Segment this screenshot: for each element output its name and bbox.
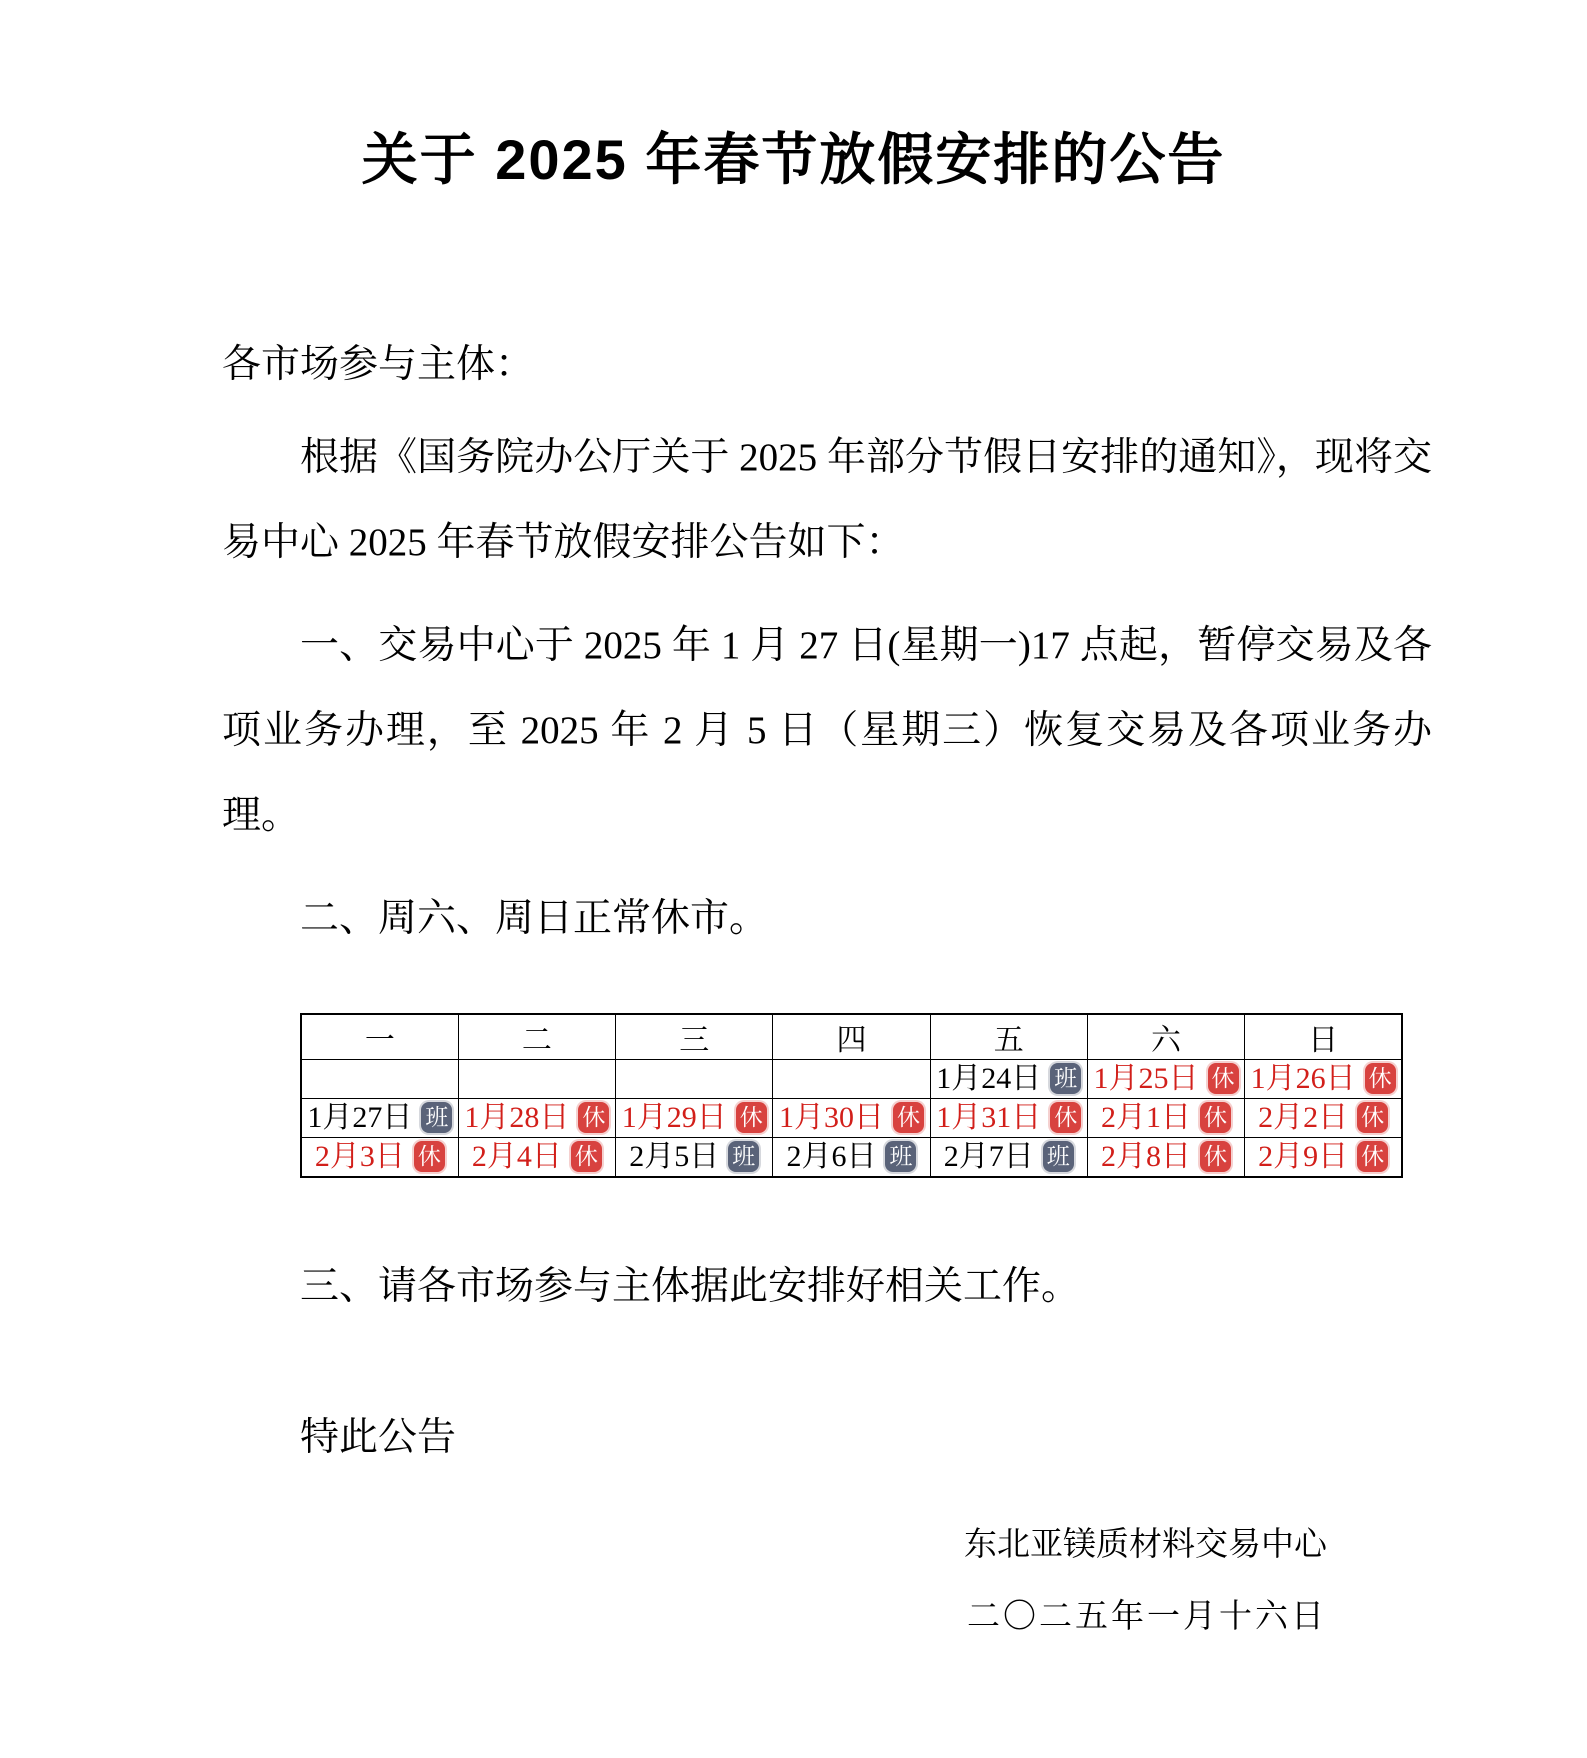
signature-block	[222, 1522, 1432, 1640]
work-badge: 班	[728, 1141, 759, 1172]
calendar-cell-content	[1101, 1141, 1231, 1172]
calendar-cell	[301, 1137, 458, 1177]
calendar-header-row	[301, 1014, 1402, 1060]
calendar-body	[301, 1059, 1402, 1177]
paragraph-intro: 根据《国务院办公厅关于 2025 年部分节假日安排的通知》，现将交易中心 2025 年春节放假安排公告如下：	[222, 435, 1432, 564]
date-label: 2月5日	[629, 1139, 720, 1173]
calendar-cell	[773, 1059, 930, 1098]
paragraph-item-3: 三、请各市场参与主体据此安排好相关工作。	[300, 1264, 1081, 1308]
rest-badge: 休	[1357, 1102, 1388, 1133]
calendar-cell-content	[1251, 1063, 1396, 1094]
work-badge: 班	[421, 1102, 452, 1133]
calendar-cell	[458, 1137, 615, 1177]
closing-statement: 特此公告	[300, 1415, 457, 1459]
calendar-cell	[773, 1098, 930, 1137]
calendar-cell	[1087, 1098, 1244, 1137]
calendar-weekday-header: 六	[1087, 1014, 1244, 1060]
paragraph-item-2: 二、周六、周日正常休市。	[300, 896, 769, 940]
calendar-cell	[930, 1137, 1087, 1177]
holiday-calendar	[300, 1013, 1432, 1178]
rest-badge: 休	[1365, 1063, 1396, 1094]
calendar-row	[301, 1098, 1402, 1137]
paragraph-item-1: 一、交易中心于 2025 年 1 月 27 日(星期一)17 点起，暂停交易及各项业务办理，至 2025 年 2 月 5 日（星期三）恢复交易及各项业务办理。	[222, 623, 1432, 837]
calendar-cell-content	[1258, 1141, 1388, 1172]
calendar-cell-content	[315, 1141, 445, 1172]
work-badge: 班	[885, 1141, 916, 1172]
date-label: 1月27日	[307, 1100, 413, 1134]
calendar-cell	[930, 1059, 1087, 1098]
document-body	[0, 342, 1587, 1640]
calendar-cell-content	[1094, 1063, 1239, 1094]
calendar-cell-content	[779, 1102, 924, 1133]
date-label: 2月6日	[786, 1139, 877, 1173]
calendar-cell-content	[1258, 1102, 1388, 1133]
calendar-cell	[1087, 1137, 1244, 1177]
calendar-cell-content	[307, 1102, 452, 1133]
date-label: 1月31日	[936, 1100, 1042, 1134]
date-label: 1月25日	[1093, 1061, 1199, 1095]
calendar-weekday-header: 三	[616, 1014, 773, 1060]
calendar-cell	[1245, 1137, 1402, 1177]
date-label: 2月7日	[943, 1139, 1034, 1173]
calendar-cell	[458, 1059, 615, 1098]
date-label: 1月28日	[464, 1100, 570, 1134]
calendar-weekday-header: 四	[773, 1014, 930, 1060]
calendar-cell	[301, 1098, 458, 1137]
calendar-row	[301, 1137, 1402, 1177]
calendar-cell	[616, 1137, 773, 1177]
calendar-cell-content	[464, 1102, 609, 1133]
calendar-cell-content	[629, 1141, 759, 1172]
calendar-row	[301, 1059, 1402, 1098]
salutation: 各市场参与主体：	[222, 343, 535, 386]
calendar-cell	[616, 1059, 773, 1098]
calendar-cell	[1087, 1059, 1244, 1098]
calendar-cell-content	[786, 1141, 916, 1172]
rest-badge: 休	[1208, 1063, 1239, 1094]
signature-date: 二〇二五年一月十六日	[967, 1598, 1327, 1635]
rest-badge: 休	[414, 1141, 445, 1172]
date-label: 2月1日	[1101, 1100, 1192, 1134]
date-label: 1月24日	[936, 1061, 1042, 1095]
date-label: 1月29日	[621, 1100, 727, 1134]
rest-badge: 休	[736, 1102, 767, 1133]
rest-badge: 休	[1200, 1141, 1231, 1172]
rest-badge: 休	[893, 1102, 924, 1133]
calendar-cell	[930, 1098, 1087, 1137]
work-badge: 班	[1050, 1063, 1081, 1094]
calendar-cell-content	[1101, 1102, 1231, 1133]
date-label: 2月4日	[471, 1139, 562, 1173]
signature-organization: 东北亚镁质材料交易中心	[964, 1526, 1327, 1563]
document-title: 关于 2025 年春节放假安排的公告	[361, 128, 1226, 191]
calendar-weekday-header: 一	[301, 1014, 458, 1060]
calendar-cell	[1245, 1059, 1402, 1098]
calendar-cell-content	[472, 1141, 602, 1172]
date-label: 2月2日	[1258, 1100, 1349, 1134]
calendar-cell	[301, 1059, 458, 1098]
holiday-calendar-table	[300, 1013, 1403, 1178]
calendar-cell	[1245, 1098, 1402, 1137]
rest-badge: 休	[1200, 1102, 1231, 1133]
rest-badge: 休	[578, 1102, 609, 1133]
date-label: 1月26日	[1250, 1061, 1356, 1095]
calendar-cell	[616, 1098, 773, 1137]
calendar-cell-content	[622, 1102, 767, 1133]
calendar-weekday-header: 日	[1245, 1014, 1402, 1060]
rest-badge: 休	[1357, 1141, 1388, 1172]
date-label: 2月8日	[1101, 1139, 1192, 1173]
date-label: 1月30日	[778, 1100, 884, 1134]
rest-badge: 休	[1050, 1102, 1081, 1133]
calendar-cell-content	[936, 1102, 1081, 1133]
calendar-weekday-header: 五	[930, 1014, 1087, 1060]
calendar-cell-content	[936, 1063, 1081, 1094]
calendar-cell-content	[944, 1141, 1074, 1172]
work-badge: 班	[1043, 1141, 1074, 1172]
calendar-cell	[458, 1098, 615, 1137]
rest-badge: 休	[571, 1141, 602, 1172]
calendar-weekday-header: 二	[458, 1014, 615, 1060]
date-label: 2月3日	[314, 1139, 405, 1173]
calendar-cell	[773, 1137, 930, 1177]
date-label: 2月9日	[1258, 1139, 1349, 1173]
